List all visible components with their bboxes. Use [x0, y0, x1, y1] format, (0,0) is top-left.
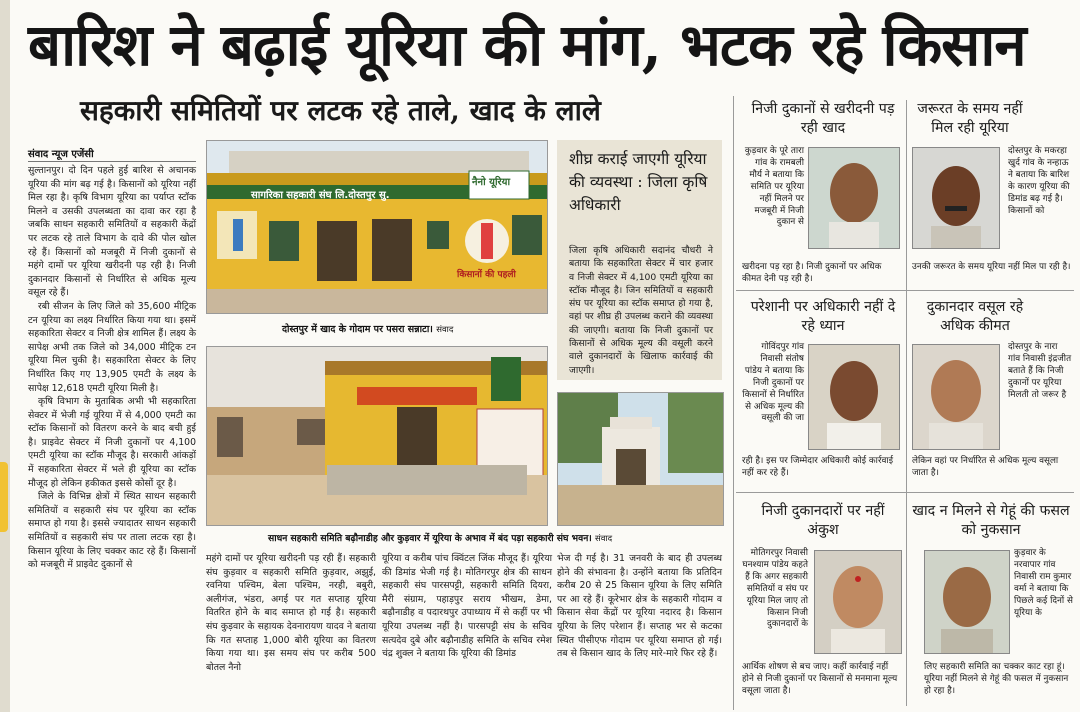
story-paragraph: जिले के विभिन्न क्षेत्रों में स्थित साधन सहकारी समितियों व सहकारी संघ पर यूरिया का स्टॉक समाप्त हो गया है। इससे ज्यादातर साधन सहकारी समितियों व सहकारी संघ पर ताला लटक रहा है। किसान यूरिया के लिए चक्कर काट रहे हैं। किसानों को मजबूरी में प्राइवेट दुकानों से	[28, 491, 196, 571]
quote2-headline: जरूरत के समय नहीं मिल रही यूरिया	[917, 101, 1023, 136]
gate-illustration	[558, 393, 723, 525]
quote4-portrait	[912, 344, 1000, 450]
quote5-portrait	[814, 550, 902, 654]
quote6-headline: खाद न मिलने से गेहूं की फसल को नुकसान	[912, 503, 1070, 538]
photo2-caption-source: संवाद	[594, 534, 613, 544]
district-officer-sidebox	[557, 140, 722, 380]
photo-closed-building	[206, 346, 548, 526]
photo1-sign-main: सागरिका सहकारी संघ लि.दोस्तपुर सु.	[251, 190, 390, 201]
edge-yellow-tab	[0, 462, 8, 532]
photo1-caption	[282, 322, 453, 335]
right-column-divider	[733, 96, 734, 710]
photo1-sign-nano: नैनो यूरिया	[472, 177, 511, 188]
headline-block	[14, 4, 1074, 92]
quote1-headline: निजी दुकानों से खरीदनी पड़ रही खाद	[751, 101, 895, 136]
portrait-illustration	[815, 551, 901, 653]
quote3-bottom-text: रही है। इस पर जिम्मेदार अधिकारी कोई कार्रवाई नहीं कर रहे हैं।	[742, 456, 894, 478]
quote6-portrait	[924, 550, 1010, 654]
photo-warehouse-dostpur	[206, 140, 548, 314]
photo-small-gate	[557, 392, 724, 526]
headline: बारिश ने बढ़ाई यूरिया की मांग, भटक रहे किसान	[28, 11, 1026, 79]
quote3-side-text: गोविंदपुर गांव निवासी संतोष पांडेय ने बताया कि निजी दुकानों पर किसानों से निर्धारित से अधिक मूल्य की वसूली की जा	[742, 342, 804, 424]
story-column-2: महंगे दामों पर यूरिया खरीदनी पड़ रही हैं। सहकारी संघ कुड़वार व सहकारी समिति कुड़वार, अझुई, रवनिया पश्चिम, बेला पश्चिम, नरही, बबुरी, अलीगंज, भंडरा, अगई पर गत सप्ताह यूरिया वितरित होने के बाद समाप्त हो गई है। सहकारी संघ कुड़वार के सहायक देवनारायण यादव ने बताया कि गत सप्ताह 1,000 बोरी यूरिया का वितरण किया गया था। इस समय संघ पर करीब 500 बोतल नैनो	[206, 553, 376, 673]
quote5-headline: निजी दुकानदारों पर नहीं अंकुश	[761, 503, 885, 538]
quote5-side-text: मोतिगरपुर निवासी घनश्याम पांडेय कहते हैं कि अगर सहकारी समितियों व संघ पर यूरिया मिल जाए तो किसान निजी दुकानदारों के	[742, 548, 808, 630]
byline: संवाद न्यूज एजेंसी	[28, 149, 94, 160]
quote6-bottom-text: लिए सहकारी समिति का चक्कर काट रहा हूं। यूरिया नहीं मिलने से गेहूं की फसल में नुकसान हो रहा है।	[924, 662, 1069, 696]
quotes-row-divider-1	[736, 290, 1074, 291]
story-column-4: भेज दी गई है। 31 जनवरी के बाद ही उपलब्ध होने की संभावना है। उन्होंने बताया कि प्रतिदिन करीब 20 से 25 किसान यूरिया के लिए समिति पर आ रहे हैं। कूरेभार क्षेत्र के सहकारी गोदाम व किसान सेवा केंद्रों पर यूरिया नदारद है। किसान यूरिया के लिए परेशान हैं। सप्ताह भर से कटका स्थित पीसीएफ गोदाम पर यूरिया समाप्त हो गई। तब से किसान खाद के लिए मारे-मारे फिर रहे हैं।	[557, 553, 722, 660]
warehouse-illustration	[207, 141, 547, 313]
closed-building-illustration	[207, 347, 547, 525]
story-column-3: यूरिया व करीब पांच क्विंटल जिंक मौजूद हैं। यूरिया की डिमांड भेजी गई है। मोतिगरपुर क्षेत्र की साधन सहकारी संघ पारसपट्टी, सहकारी समिति दियरा, मैरी संग्राम, पहाड़पुर सराय भीखम, डेमा, बढ़ौनाडीह व पदारथपुर उपाध्याय में से कहीं पर भी यूरिया उपलब्ध नहीं है। पारसपट्टी संघ के सचिव सत्यदेव दुबे और बढ़ौनाडीह समिति के सचिव रमेश चंद्र शुक्ल ने बताया कि यूरिया की डिमांड	[382, 553, 552, 660]
sidebox-headline: शीघ्र कराई जाएगी यूरिया की व्यवस्था : जिला कृषि अधिकारी	[569, 150, 708, 214]
quote5-bottom-text: आर्थिक शोषण से बच जाए। कहीं कार्रवाई नहीं होने से निजी दुकानों पर किसानों से मनमाना मूल्य वसूला जाता है।	[742, 662, 898, 696]
quote2-bottom-text: उनकी जरूरत के समय यूरिया नहीं मिल पा रही है।	[912, 262, 1071, 272]
sidebox-text: जिला कृषि अधिकारी सदानंद चौधरी ने बताया कि सहकारिता सेक्टर में चार हजार व निजी सेक्टर में 4,100 एमटी यूरिया का स्टॉक मौजूद है। जिन समितियों व सहकारी संघ पर यूरिया का स्टॉक समाप्त हो गया है, वहां पर शीघ्र ही उपलब्ध कराने की व्यवस्था की जाएगी। बताया कि निजी दुकानों पर किसानों से अधिक मूल्य की वसूली करने वाले दुकानदारों के खिलाफ कार्रवाई की जाएगी।	[569, 245, 713, 376]
photo1-caption-text: दोस्तपुर में खाद के गोदाम पर पसरा सन्नाटा।	[282, 324, 433, 335]
portrait-illustration	[925, 551, 1009, 653]
portrait-illustration	[913, 345, 999, 449]
story-column-1	[28, 164, 196, 710]
subheadline: सहकारी समितियों पर लटक रहे ताले, खाद के लाले	[80, 94, 601, 127]
photo2-caption	[268, 531, 612, 544]
photo2-caption-text: साधन सहकारी समिति बढ़ौनाडीह और कुड़वार में यूरिया के अभाव में बंद पड़ा सहकारी संघ भवन।	[268, 533, 592, 544]
photo1-sign-bottom: किसानों की पहली	[457, 270, 516, 280]
quote4-side-text: दोस्तपुर के नारा गांव निवासी इंद्रजीत बताते हैं कि निजी दुकानों पर यूरिया मिलती तो जरूर है	[1008, 342, 1072, 400]
quotes-row-divider-2	[736, 492, 1074, 493]
portrait-illustration	[809, 345, 899, 449]
quotes-center-divider	[906, 100, 907, 706]
byline-rule	[28, 161, 196, 162]
story-paragraph: सुल्तानपुर। दो दिन पहले हुई बारिश से अचानक यूरिया की मांग बढ़ गई है। किसानों को यूरिया नहीं मिल रहा है। कृषि विभाग यूरिया का पर्याप्त स्टॉक मिलने व उसकी उपलब्धता का दावा कर रहा है जबकि साधन सहकारी समितियों व सहकारी केंद्रों पर लटक रहे ताले विभाग के दावे की पोल खोल रहे हैं। किसानों को मजबूरी में निजी दुकानों से महंगे दामों पर यूरिया खरीदनी पड़ रही है। निजी दुकानदार किसानों से निर्धारित से अधिक मूल्य वसूल रहे हैं।	[28, 165, 196, 299]
quote6-side-text: कुड़वार के नरवापार गांव निवासी राम कुमार वर्मा ने बताया कि पिछले कई दिनों से यूरिया के	[1014, 548, 1073, 618]
quote4-headline: दुकानदार वसूल रहे अधिक कीमत	[926, 299, 1024, 334]
story-paragraph: रबी सीजन के लिए जिले को 35,600 मीट्रिक टन यूरिया का लक्ष्य निर्धारित किया गया था। इसमें सहकारिता सेक्टर व निजी क्षेत्र शामिल हैं। लक्ष्य के सापेक्ष अभी तक जिले को 34,000 मीट्रिक टन यूरिया मिल चुकी है। सहकारिता सेक्टर के लिए निर्धारित किए गए 13,905 एमटी के लक्ष्य के सापेक्ष 12,618 एमटी यूरिया मिली है।	[28, 300, 196, 394]
page-edge-strip	[0, 0, 10, 712]
quote1-side-text: कुड़वार के पूरे तारा गांव के रामबली मौर्य ने बताया कि समिति पर यूरिया नहीं मिलने पर मजबूरी में निजी दुकान से	[744, 146, 804, 228]
quote2-portrait	[912, 147, 1000, 249]
photo1-caption-source: संवाद	[436, 325, 454, 335]
quote3-headline: परेशानी पर अधिकारी नहीं दे रहे ध्यान	[750, 299, 896, 334]
quote3-portrait	[808, 344, 900, 450]
quote1-bottom-text: खरीदना पड़ रहा है। निजी दुकानों पर अधिक कीमत देनी पड़ रही है।	[742, 262, 882, 284]
story-paragraph: कृषि विभाग के मुताबिक अभी भी सहकारिता सेक्टर में भेजी गई यूरिया में से 4,000 एमटी का स्टॉक किसानों को वितरण करने के बाद बची हुई है। प्राइवेट सेक्टर में निजी दुकानों पर 4,100 एमटी यूरिया का स्टॉक मौजूद है। सरकारी आंकड़ों में सहकारिता सेक्टर में भले ही यूरिया का स्टॉक मौजूद हो लेकिन हकीकत इससे कोसों दूर है।	[28, 396, 196, 489]
portrait-illustration	[913, 148, 999, 248]
quote1-portrait	[808, 147, 900, 249]
portrait-illustration	[809, 148, 899, 248]
quote4-bottom-text: लेकिन वहां पर निर्धारित से अधिक मूल्य वसूला जाता है।	[912, 456, 1059, 478]
quote2-side-text: दोस्तपुर के मकरहा खुर्द गांव के नन्हाऊ ने बताया कि बारिश के कारण यूरिया की डिमांड बढ़ गई है। किसानों को	[1008, 146, 1070, 216]
